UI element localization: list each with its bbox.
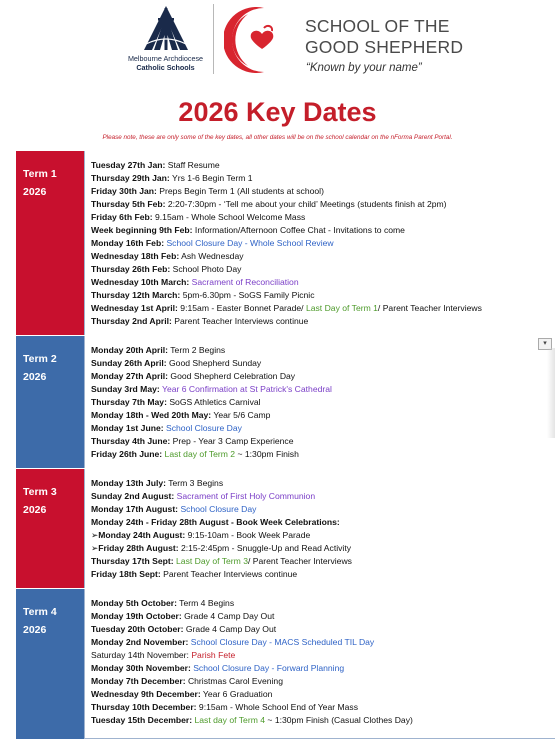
term-name: Term 2 (23, 353, 57, 365)
date-description: Good Shepherd Celebration Day (168, 371, 296, 381)
date-description: School Closure Day - Whole School Review (164, 238, 334, 248)
date-entry (91, 636, 555, 649)
date-description: Parish Fete (188, 650, 236, 660)
date-description: Term 2 Begins (168, 345, 226, 355)
bullet-arrow-icon: ➢ (91, 543, 99, 553)
term-row (16, 335, 555, 469)
date-label: Thursday 5th Feb: (91, 199, 166, 209)
date-entry (91, 422, 555, 435)
date-description: Prep - Year 3 Camp Experience (170, 436, 294, 446)
date-description: Parent Teacher Interviews continue (160, 569, 298, 579)
date-description: Staff Resume (165, 160, 220, 170)
date-description: 9:15-10am - Book Week Parade (185, 530, 311, 540)
date-label: Monday 24th - Friday 28th August - Book Week Celebrations: (91, 517, 340, 527)
term-year: 2026 (23, 371, 47, 383)
date-label: Monday 5th October: (91, 598, 177, 608)
term-label (16, 151, 84, 336)
date-label: Tuesday 27th Jan: (91, 160, 166, 170)
page-subtitle: Please note, these are only some of the key dates, all other dates will be on the school calendar on the nForma Parent Portal. (102, 134, 453, 141)
date-label: Sunday 2nd August: (91, 491, 175, 501)
date-entry (91, 503, 555, 516)
date-label: Monday 18th - Wed 20th May: (91, 410, 212, 420)
term-dates (84, 151, 555, 336)
date-label: Friday 30th Jan: (91, 186, 157, 196)
date-entry (91, 435, 555, 448)
date-description: Last Day of Term 1 (305, 303, 378, 313)
date-label: Monday 16th Feb: (91, 238, 165, 248)
scroll-shadow (547, 348, 555, 438)
date-description: Sacrament of First Holy Communion (174, 491, 316, 501)
date-entry (91, 289, 555, 302)
date-description: Yrs 1-6 Begin Term 1 (169, 173, 253, 183)
date-description: 9.15am - Whole School Welcome Mass (152, 212, 306, 222)
date-label: Thursday 2nd April: (91, 316, 172, 326)
date-description: Grade 4 Camp Day Out (181, 611, 275, 621)
term-row (16, 588, 555, 739)
date-description: Year 6 Graduation (200, 689, 273, 699)
date-entry (91, 529, 555, 542)
term-row (16, 150, 555, 336)
date-description: SoGS Athletics Carnival (166, 397, 261, 407)
term-label (16, 469, 84, 589)
date-entry (91, 688, 555, 701)
date-entry (91, 701, 555, 714)
date-entry (91, 649, 555, 662)
date-label: Monday 27th April: (91, 371, 169, 381)
term-dates (84, 336, 555, 469)
date-label: Thursday 10th December: (91, 702, 197, 712)
date-entry (91, 315, 555, 328)
dropdown-handle-icon[interactable]: ▾ (538, 338, 552, 350)
date-entry (91, 516, 555, 529)
date-description: School Closure Day (163, 423, 242, 433)
date-entry (91, 276, 555, 289)
date-description: 9:15am - Easter Bonnet Parade/ (177, 303, 306, 313)
macs-name-line1: Melbourne Archdiocese (127, 54, 204, 63)
date-entry (91, 250, 555, 263)
date-entry (91, 409, 555, 422)
date-description: School Photo Day (170, 264, 242, 274)
date-label: Wednesday 9th December: (91, 689, 201, 699)
date-description: Saturday 14th November: (91, 650, 189, 660)
school-tagline: “Known by your name” (306, 62, 422, 74)
date-description: School Closure Day (178, 504, 257, 514)
date-label: Wednesday 10th March: (91, 277, 190, 287)
date-label: Monday 24th August: (98, 530, 186, 540)
date-description: 5pm-6.30pm - SoGS Family Picnic (180, 290, 315, 300)
date-description: Year 6 Confirmation at St Patrick's Cathedral (159, 384, 332, 394)
good-shepherd-logo-icon (224, 4, 298, 81)
date-label: Tuesday 20th October: (91, 624, 184, 634)
date-label: Monday 13th July: (91, 478, 166, 488)
date-description: School Closure Day - MACS Scheduled TIL Day (188, 637, 375, 647)
date-entry (91, 597, 555, 610)
date-label: Wednesday 18th Feb: (91, 251, 180, 261)
term-year: 2026 (23, 186, 47, 198)
date-label: Friday 26th June: (91, 449, 163, 459)
date-label: Thursday 29th Jan: (91, 173, 170, 183)
date-description: Year 5/6 Camp (211, 410, 271, 420)
date-entry (91, 714, 555, 727)
date-label: Monday 7th December: (91, 676, 186, 686)
date-description: Parent Teacher Interviews continue (171, 316, 309, 326)
date-entry (91, 172, 555, 185)
date-entry (91, 211, 555, 224)
date-label: Friday 6th Feb: (91, 212, 153, 222)
date-entry (91, 302, 555, 315)
date-entry (91, 555, 555, 568)
term-name: Term 1 (23, 168, 57, 180)
date-entry (91, 344, 555, 357)
date-entry (91, 237, 555, 250)
term-label (16, 336, 84, 469)
date-description: Preps Begin Term 1 (All students at school) (156, 186, 324, 196)
date-description: Term 4 Begins (176, 598, 235, 608)
date-entry (91, 610, 555, 623)
date-entry (91, 263, 555, 276)
term-name: Term 4 (23, 606, 57, 618)
date-entry (91, 568, 555, 581)
date-label: Monday 20th April: (91, 345, 169, 355)
date-description: Term 3 Begins (165, 478, 224, 488)
date-label: Monday 30th November: (91, 663, 191, 673)
term-dates (84, 589, 555, 739)
date-entry (91, 623, 555, 636)
logo-divider (213, 4, 214, 74)
date-description: Last day of Term 2 (162, 449, 236, 459)
term-dates (84, 469, 555, 589)
macs-crest-icon (138, 4, 194, 54)
macs-logo (118, 4, 213, 72)
date-label: Thursday 12th March: (91, 290, 181, 300)
date-description: Information/Afternoon Coffee Chat - Invitations to come (192, 225, 405, 235)
term-name: Term 3 (23, 486, 57, 498)
date-entry (91, 448, 555, 461)
date-label: Week beginning 9th Feb: (91, 225, 193, 235)
date-description: Grade 4 Camp Day Out (183, 624, 277, 634)
date-entry (91, 224, 555, 237)
date-entry (91, 383, 555, 396)
date-label: Thursday 17th Sept: (91, 556, 174, 566)
date-description: 9:15am - Whole School End of Year Mass (196, 702, 359, 712)
date-description: ~ 1:30pm Finish (Casual Clothes Day) (265, 715, 413, 725)
date-description: 2:15-2:45pm - Snuggle-Up and Read Activity (178, 543, 352, 553)
date-label: Friday 18th Sept: (91, 569, 161, 579)
date-label: Wednesday 1st April: (91, 303, 178, 313)
date-entry (91, 675, 555, 688)
school-name: SCHOOL OF THE GOOD SHEPHERD (305, 16, 464, 57)
date-description: / Parent Teacher Interviews (377, 303, 482, 313)
date-description: / Parent Teacher Interviews (247, 556, 352, 566)
term-row (16, 468, 555, 589)
date-description: Christmas Carol Evening (185, 676, 283, 686)
date-label: Sunday 3rd May: (91, 384, 160, 394)
term-year: 2026 (23, 504, 47, 516)
date-label: Tuesday 15th December: (91, 715, 193, 725)
date-label: Thursday 7th May: (91, 397, 167, 407)
page-header (0, 0, 555, 90)
date-label: Thursday 4th June: (91, 436, 171, 446)
page-title: 2026 Key Dates (178, 97, 377, 127)
date-label: Thursday 26th Feb: (91, 264, 171, 274)
date-description: 2:20-7:30pm - ‘Tell me about your child’ Meetings (students finish at 2pm) (165, 199, 447, 209)
date-description: Last day of Term 4 (192, 715, 266, 725)
date-label: Monday 17th August: (91, 504, 179, 514)
date-description: Good Shepherd Sunday (166, 358, 262, 368)
date-description: Sacrament of Reconciliation (189, 277, 299, 287)
date-description: Ash Wednesday (179, 251, 244, 261)
term-year: 2026 (23, 624, 47, 636)
date-label: Sunday 26th April: (91, 358, 167, 368)
date-entry (91, 357, 555, 370)
date-entry (91, 542, 555, 555)
date-label: Monday 19th October: (91, 611, 182, 621)
date-entry (91, 490, 555, 503)
date-entry (91, 198, 555, 211)
term-label (16, 589, 84, 739)
date-description: School Closure Day - Forward Planning (190, 663, 345, 673)
date-label: Friday 28th August: (98, 543, 179, 553)
date-entry (91, 370, 555, 383)
bullet-arrow-icon: ➢ (91, 530, 99, 540)
date-entry (91, 159, 555, 172)
date-entry (91, 477, 555, 490)
macs-name-line2: Catholic Schools (136, 62, 195, 72)
date-entry (91, 185, 555, 198)
date-description: Last Day of Term 3 (173, 556, 248, 566)
date-label: Monday 1st June: (91, 423, 164, 433)
date-description: ~ 1:30pm Finish (235, 449, 299, 459)
date-label: Monday 2nd November: (91, 637, 189, 647)
date-entry (91, 662, 555, 675)
date-entry (91, 396, 555, 409)
